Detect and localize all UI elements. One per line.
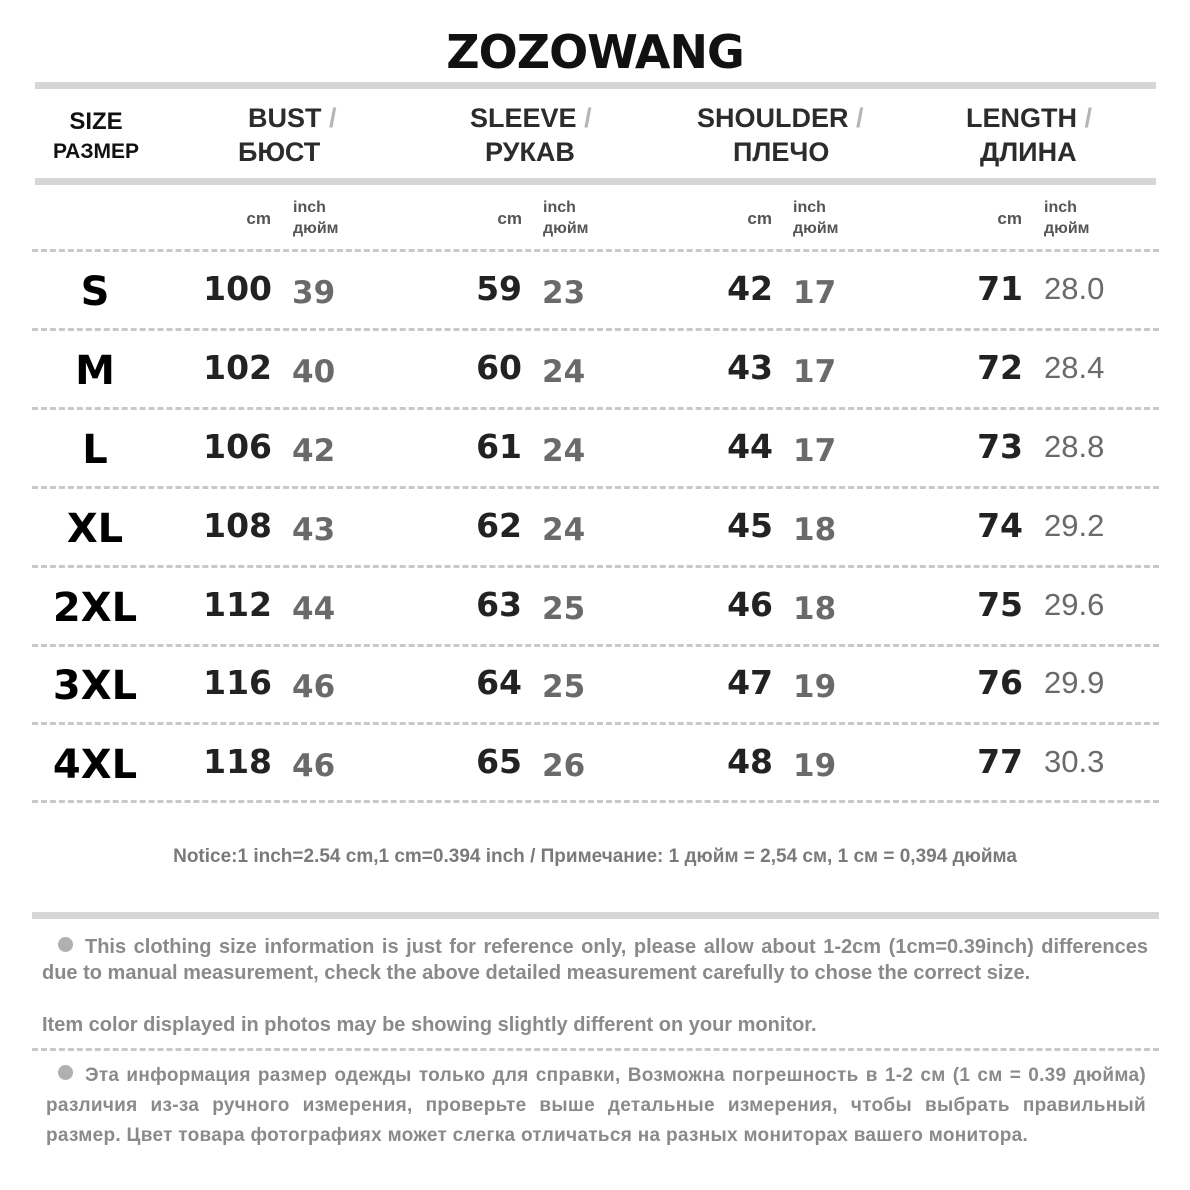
bust-inch: 46 bbox=[292, 669, 336, 705]
disclaimer-ru bbox=[46, 1061, 1146, 1151]
row-divider bbox=[32, 565, 1159, 568]
unit-cm-shoulder: cm bbox=[747, 209, 772, 228]
table-row bbox=[0, 346, 1190, 406]
sleeve-inch: 25 bbox=[542, 669, 586, 705]
unit-inch-en: inch bbox=[293, 199, 326, 216]
unit-cm-sleeve: cm bbox=[497, 209, 522, 228]
sleeve-inch: 24 bbox=[542, 512, 586, 548]
length-inch: 29.6 bbox=[1044, 587, 1105, 622]
unit-inch-bust bbox=[293, 197, 339, 239]
table-row bbox=[0, 504, 1190, 564]
unit-inch-ru: дюйм bbox=[793, 220, 839, 237]
unit-inch-ru: дюйм bbox=[293, 220, 339, 237]
sleeve-cm: 64 bbox=[476, 663, 522, 702]
bust-inch: 46 bbox=[292, 748, 336, 784]
bust-cm: 118 bbox=[203, 742, 272, 781]
header-size bbox=[46, 107, 146, 167]
notes-divider bbox=[32, 1048, 1159, 1051]
bust-cm: 100 bbox=[203, 269, 272, 308]
size-label: L bbox=[82, 427, 108, 473]
table-row bbox=[0, 425, 1190, 485]
sleeve-inch: 26 bbox=[542, 748, 586, 784]
header-shoulder bbox=[697, 101, 864, 169]
disclaimer-en-text: This clothing size information is just for reference only, please allow about 1-2cm (1cm=0.39inch) differences due to manual measurement, check the above detailed measurement carefully to chose the correct size. bbox=[42, 936, 1148, 984]
sleeve-inch: 24 bbox=[542, 354, 586, 390]
table-row bbox=[0, 267, 1190, 327]
shoulder-inch: 19 bbox=[793, 669, 837, 705]
row-divider bbox=[32, 486, 1159, 489]
sleeve-cm: 60 bbox=[476, 348, 522, 387]
header-bust-en: BUST bbox=[248, 103, 322, 133]
unit-inch-ru: дюйм bbox=[1044, 220, 1090, 237]
shoulder-cm: 44 bbox=[727, 427, 773, 466]
header-top-rule bbox=[35, 82, 1156, 89]
unit-inch-shoulder bbox=[793, 197, 839, 239]
unit-inch-ru: дюйм bbox=[543, 220, 589, 237]
header-length bbox=[966, 101, 1092, 169]
sleeve-inch: 24 bbox=[542, 433, 586, 469]
row-divider bbox=[32, 328, 1159, 331]
sleeve-inch: 23 bbox=[542, 275, 586, 311]
shoulder-cm: 47 bbox=[727, 663, 773, 702]
row-divider bbox=[32, 407, 1159, 410]
sleeve-cm: 63 bbox=[476, 585, 522, 624]
header-size-en: SIZE bbox=[69, 108, 123, 135]
shoulder-cm: 43 bbox=[727, 348, 773, 387]
header-length-en: LENGTH bbox=[966, 103, 1077, 133]
bust-cm: 108 bbox=[203, 506, 272, 545]
table-row bbox=[0, 740, 1190, 800]
table-row bbox=[0, 583, 1190, 643]
header-length-ru: ДЛИНА bbox=[980, 137, 1077, 167]
shoulder-inch: 17 bbox=[793, 433, 837, 469]
table-row bbox=[0, 661, 1190, 721]
row-divider bbox=[32, 722, 1159, 725]
row-divider bbox=[32, 249, 1159, 252]
shoulder-cm: 48 bbox=[727, 742, 773, 781]
length-cm: 71 bbox=[977, 269, 1023, 308]
shoulder-inch: 17 bbox=[793, 354, 837, 390]
length-inch: 30.3 bbox=[1044, 744, 1105, 779]
bullet-icon bbox=[58, 937, 73, 952]
size-label: 2XL bbox=[52, 585, 138, 631]
shoulder-cm: 42 bbox=[727, 269, 773, 308]
bust-inch: 39 bbox=[292, 275, 336, 311]
shoulder-inch: 19 bbox=[793, 748, 837, 784]
conversion-notice: Notice:1 inch=2.54 cm,1 cm=0.394 inch / Примечание: 1 дюйм = 2,54 см, 1 см = 0,394 дюйма bbox=[173, 846, 1017, 867]
bust-cm: 106 bbox=[203, 427, 272, 466]
header-shoulder-ru: ПЛЕЧО bbox=[733, 137, 830, 167]
header-sleeve-en: SLEEVE bbox=[470, 103, 577, 133]
header-sleeve-ru: РУКАВ bbox=[485, 137, 575, 167]
notes-top-rule bbox=[32, 912, 1159, 919]
sleeve-cm: 65 bbox=[476, 742, 522, 781]
length-inch: 28.0 bbox=[1044, 271, 1105, 306]
header-size-ru: РАЗМЕР bbox=[53, 140, 139, 163]
row-divider bbox=[32, 644, 1159, 647]
disclaimer-en bbox=[42, 934, 1148, 986]
bust-cm: 112 bbox=[203, 585, 272, 624]
header-length-sep: / bbox=[1084, 103, 1093, 133]
unit-cm-bust: cm bbox=[246, 209, 271, 228]
unit-cm-length: cm bbox=[997, 209, 1022, 228]
length-inch: 29.9 bbox=[1044, 665, 1105, 700]
length-inch: 28.8 bbox=[1044, 429, 1105, 464]
header-bust bbox=[238, 101, 337, 169]
shoulder-cm: 45 bbox=[727, 506, 773, 545]
size-label: 3XL bbox=[52, 663, 138, 709]
length-inch: 28.4 bbox=[1044, 350, 1105, 385]
bust-cm: 102 bbox=[203, 348, 272, 387]
length-cm: 76 bbox=[977, 663, 1023, 702]
unit-inch-length bbox=[1044, 197, 1090, 239]
shoulder-inch: 18 bbox=[793, 591, 837, 627]
length-cm: 74 bbox=[977, 506, 1023, 545]
length-cm: 73 bbox=[977, 427, 1023, 466]
header-shoulder-en: SHOULDER bbox=[697, 103, 849, 133]
unit-inch-sleeve bbox=[543, 197, 589, 239]
bust-inch: 40 bbox=[292, 354, 336, 390]
shoulder-cm: 46 bbox=[727, 585, 773, 624]
bullet-icon bbox=[58, 1065, 73, 1080]
sleeve-cm: 62 bbox=[476, 506, 522, 545]
header-bust-ru: БЮСТ bbox=[238, 137, 321, 167]
unit-inch-en: inch bbox=[543, 199, 576, 216]
sleeve-inch: 25 bbox=[542, 591, 586, 627]
disclaimer-ru-text: Эта информация размер одежды только для справки, Возможна погрешность в 1-2 см (1 см = 0.39 дюйма) различия из-за ручного измерения, проверьте выше детальные измерения, чтобы выбрать правильный размер. Цвет товара фотографиях может слегка отличаться на разных мониторах вашего монитора. bbox=[46, 1065, 1146, 1146]
header-shoulder-sep: / bbox=[856, 103, 864, 133]
row-divider bbox=[32, 800, 1159, 803]
unit-inch-en: inch bbox=[793, 199, 826, 216]
length-cm: 77 bbox=[977, 742, 1023, 781]
size-label: S bbox=[80, 269, 110, 315]
length-cm: 75 bbox=[977, 585, 1023, 624]
sleeve-cm: 59 bbox=[476, 269, 522, 308]
bust-inch: 42 bbox=[292, 433, 336, 469]
shoulder-inch: 17 bbox=[793, 275, 837, 311]
size-label: XL bbox=[66, 506, 124, 552]
shoulder-inch: 18 bbox=[793, 512, 837, 548]
header-sleeve bbox=[470, 101, 592, 169]
bust-inch: 44 bbox=[292, 591, 336, 627]
unit-inch-en: inch bbox=[1044, 199, 1077, 216]
bust-cm: 116 bbox=[203, 663, 272, 702]
length-cm: 72 bbox=[977, 348, 1023, 387]
brand-logo: ZOZOWANG bbox=[446, 25, 744, 79]
size-label: 4XL bbox=[52, 742, 138, 788]
bust-inch: 43 bbox=[292, 512, 336, 548]
length-inch: 29.2 bbox=[1044, 508, 1105, 543]
size-label: M bbox=[75, 348, 115, 394]
disclaimer-en-color: Item color displayed in photos may be showing slightly different on your monitor. bbox=[42, 1014, 817, 1036]
sleeve-cm: 61 bbox=[476, 427, 522, 466]
header-bust-sep: / bbox=[329, 103, 337, 133]
header-sleeve-sep: / bbox=[584, 103, 592, 133]
header-bottom-rule bbox=[35, 178, 1156, 185]
